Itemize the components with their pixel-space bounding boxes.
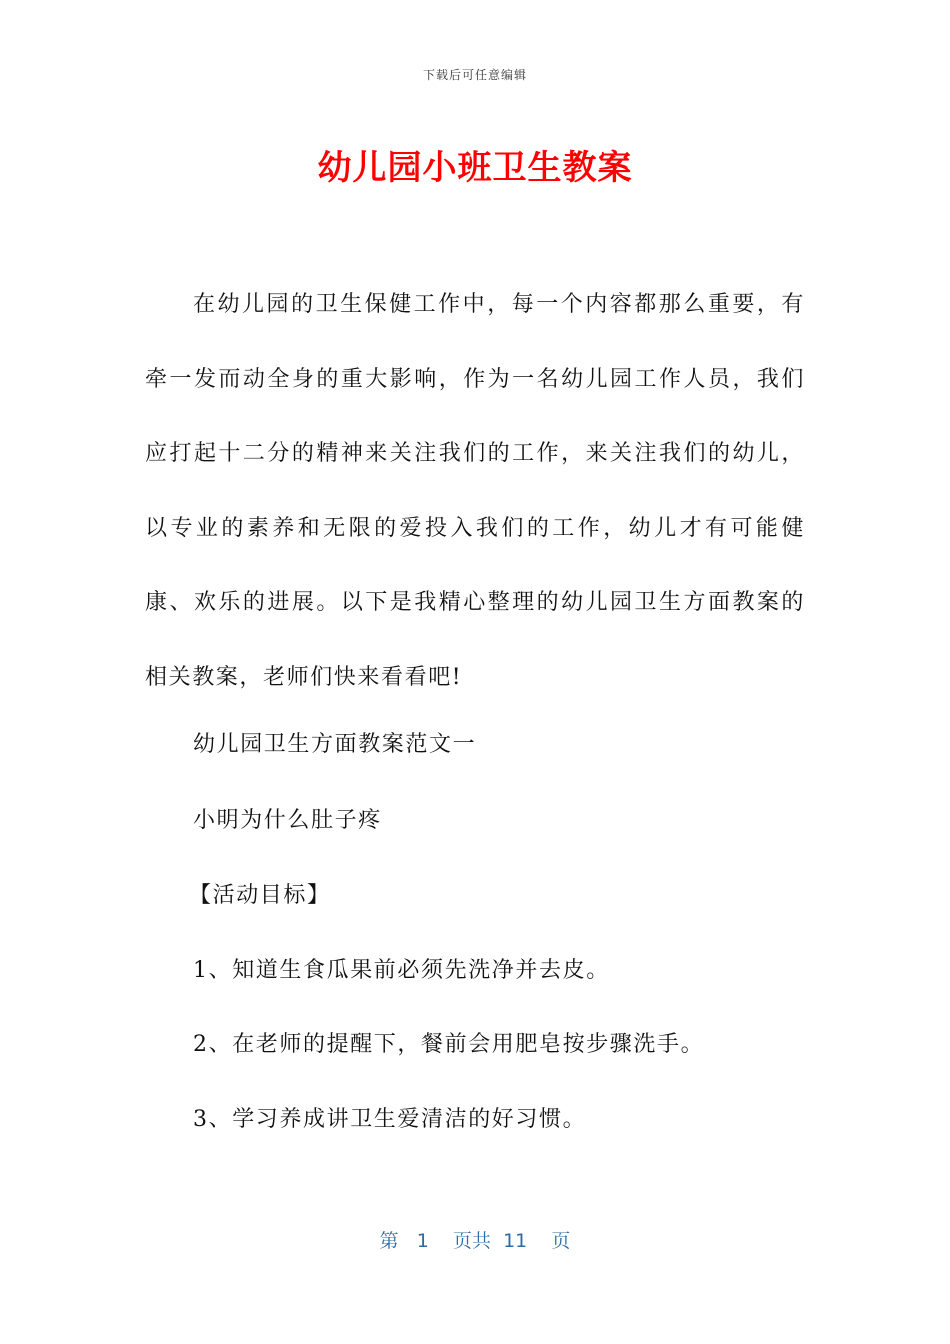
goal-item-1: 1、知道生食瓜果前必须先洗净并去皮。 bbox=[193, 958, 610, 983]
footer-page-label: 第 bbox=[379, 1230, 399, 1252]
document-title: 幼儿园小班卫生教案 bbox=[317, 148, 633, 188]
goals-heading: 【活动目标】 bbox=[189, 883, 331, 908]
header-note: 下载后可任意编辑 bbox=[422, 68, 527, 82]
footer-page-number: 1 bbox=[416, 1230, 429, 1252]
lesson-title: 小明为什么肚子疼 bbox=[193, 808, 382, 833]
footer-total-pages: 11 bbox=[503, 1230, 528, 1252]
goal-item-2: 2、在老师的提醒下，餐前会用肥皂按步骤洗手。 bbox=[193, 1032, 705, 1057]
page-footer bbox=[0, 1226, 950, 1253]
section-heading: 幼儿园卫生方面教案范文一 bbox=[193, 732, 477, 757]
goal-item-3: 3、学习养成讲卫生爱清洁的好习惯。 bbox=[193, 1107, 587, 1132]
footer-pages-suffix: 页 bbox=[551, 1230, 571, 1252]
footer-of-label: 页共 bbox=[452, 1230, 491, 1252]
intro-paragraph: 在幼儿园的卫生保健工作中，每一个内容都那么重要，有牵一发而动全身的重大影响，作为一名幼儿园工作人员，我们应打起十二分的精神来关注我们的工作，来关注我们的幼儿，以专业的素养和无限的爱投入我们的工作，幼儿才有可能健康、欢乐的进展。以下是我精心整理的幼儿园卫生方面教案的相关教案，老师们快来看看吧! bbox=[145, 292, 805, 690]
